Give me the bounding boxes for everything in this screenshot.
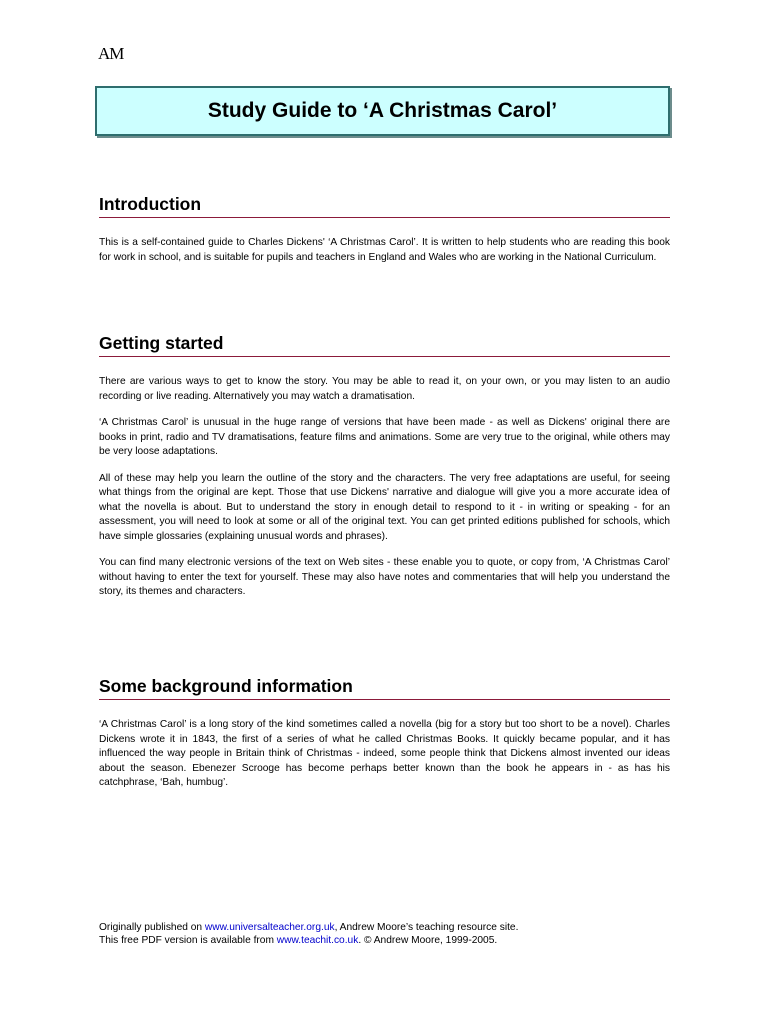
author-logo: AM [98,44,124,63]
footer-line-1 [99,921,518,934]
universalteacher-link[interactable]: www.universalteacher.org.uk [204,922,335,933]
section-introduction [99,194,670,277]
section-heading: Introduction [99,194,670,218]
title-box [95,86,670,136]
paragraph: All of these may help you learn the outline of the story and the characters. The very free adaptations are useful, for seeing what things from the original are kept. Those that use Dickens' narrative and dialogue will give you a more accurate idea of what the novella is about. But to understand the story in enough detail to respond to it - in writing or speaking - for an assessment, you will need to look at some or all of the original text. You can get printed editions published for schools, which have simple glossaries (explaining unusual words and phrases). [99,472,670,542]
paragraph: This is a self-contained guide to Charles Dickens' ‘A Christmas Carol’. It is written to help students who are reading this book for work in school, and is suitable for pupils and teachers in England and Wales who are working in the National Curriculum. [99,237,670,263]
footer-line-2 [99,934,518,947]
section-heading: Some background information [99,676,670,700]
paragraph: There are various ways to get to know the story. You may be able to read it, on your own, or you may listen to an audio recording or live reading. Alternatively you may watch a dramatisation. [99,376,670,402]
paragraph: ‘A Christmas Carol’ is a long story of the kind sometimes called a novella (big for a story but too short to be a novel). Charles Dickens wrote it in 1843, the first of a series of what he called Christmas Books. It quickly became popular, and it has influenced the way people in Britain think of Christmas - indeed, some people think that Dickens almost invented our ideas about the season. Ebenezer Scrooge has become perhaps better known than the book he appears in - as has his catchphrase, ‘Bah, humbug’. [99,719,670,788]
footer-text: This free PDF version is available from [99,935,277,946]
paragraph: ‘A Christmas Carol’ is unusual in the huge range of versions that have been made - as well as Dickens' original there are books in print, radio and TV dramatisations, feature films and animations. Some are very true to the original, while others may be very loose adaptations. [99,417,670,457]
teachit-link[interactable]: www.teachit.co.uk [276,935,359,946]
section-background-information [99,676,670,803]
footer-text: Originally published on [99,922,205,933]
section-getting-started [99,333,670,612]
footer [99,921,518,947]
section-heading: Getting started [99,333,670,357]
page-title: Study Guide to ‘A Christmas Carol’ [207,99,558,122]
footer-text: . © Andrew Moore, 1999-2005. [358,935,498,946]
paragraph: You can find many electronic versions of the text on Web sites - these enable you to quote, or copy from, ‘A Christmas Carol’ without having to enter the text for yourself. These may also have notes and commentaries that will help you understand the story, its themes and characters. [99,557,670,597]
footer-text: , Andrew Moore’s teaching resource site. [334,922,519,933]
